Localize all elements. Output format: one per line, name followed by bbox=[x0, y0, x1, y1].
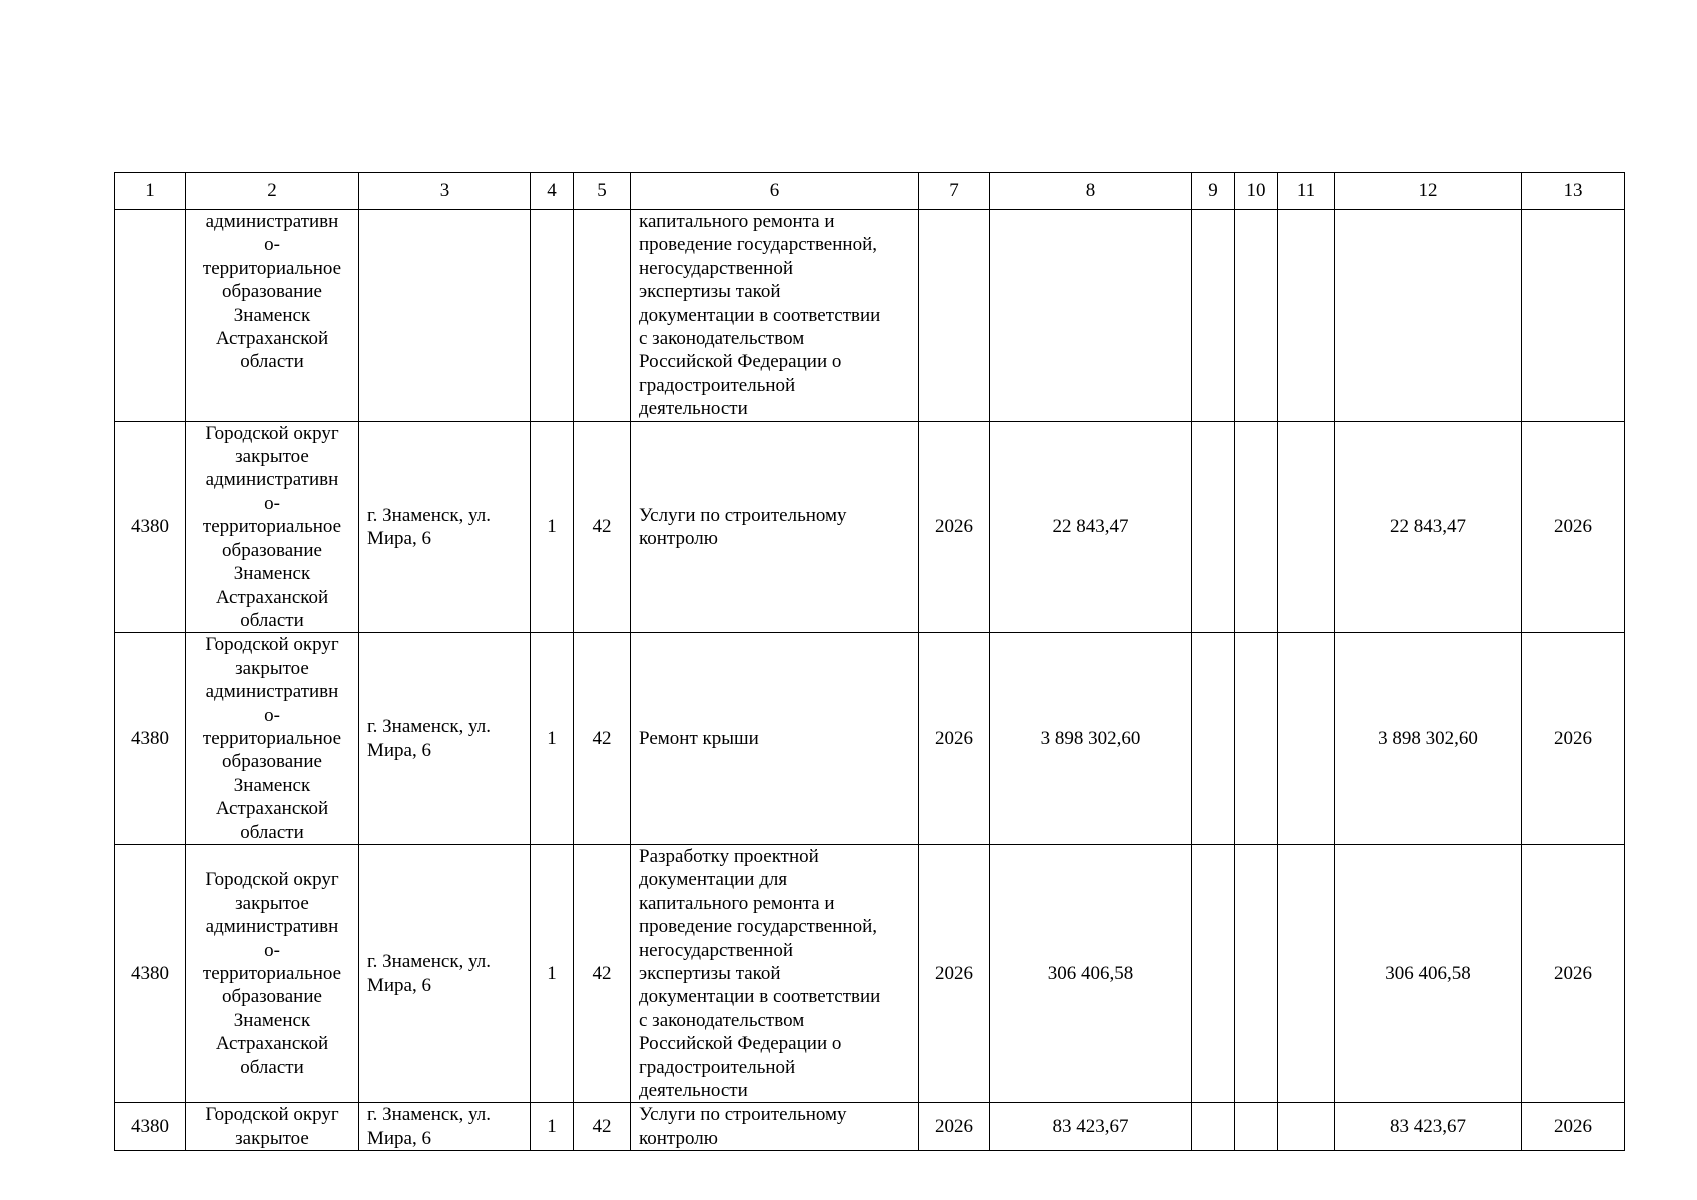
cell-col5: 42 bbox=[574, 633, 631, 845]
table-row bbox=[115, 1103, 1625, 1151]
header-cell-5: 5 bbox=[574, 173, 631, 210]
cell-col11 bbox=[1278, 633, 1335, 845]
cell-year: 2026 bbox=[919, 421, 990, 633]
header-cell-3: 3 bbox=[359, 173, 531, 210]
header-cell-11: 11 bbox=[1278, 173, 1335, 210]
cell-year-13: 2026 bbox=[1522, 633, 1625, 845]
cell-col9 bbox=[1192, 633, 1235, 845]
cell-col11 bbox=[1278, 844, 1335, 1102]
cell-municipality: Городской округ закрытое административн о- территориальное образование Знаменск Астраханской области bbox=[186, 633, 359, 845]
cell-year bbox=[919, 210, 990, 422]
cell-number: 4380 bbox=[115, 633, 186, 845]
table-row bbox=[115, 633, 1625, 845]
cell-municipality: Городской округ закрытое административн о- территориальное образование Знаменск Астраханской области bbox=[186, 421, 359, 633]
cell-work-type: Услуги по строительному контролю bbox=[631, 421, 919, 633]
header-cell-2: 2 bbox=[186, 173, 359, 210]
cell-col9 bbox=[1192, 210, 1235, 422]
cell-number: 4380 bbox=[115, 844, 186, 1102]
budget-table bbox=[114, 172, 1625, 1151]
cell-work-type: капитального ремонта и проведение государственной, негосударственной экспертизы такой документации в соответствии с законодательством Российской Федерации о градостроительной деятельности bbox=[631, 210, 919, 422]
cell-work-type: Услуги по строительному контролю bbox=[631, 1103, 919, 1151]
cell-col10 bbox=[1235, 844, 1278, 1102]
header-cell-7: 7 bbox=[919, 173, 990, 210]
cell-col9 bbox=[1192, 1103, 1235, 1151]
header-row bbox=[115, 173, 1625, 210]
cell-year-13 bbox=[1522, 210, 1625, 422]
cell-total-cost: 3 898 302,60 bbox=[990, 633, 1192, 845]
cell-col5 bbox=[574, 210, 631, 422]
cell-col4 bbox=[531, 210, 574, 422]
header-cell-10: 10 bbox=[1235, 173, 1278, 210]
cell-total-cost: 22 843,47 bbox=[990, 421, 1192, 633]
table-row bbox=[115, 844, 1625, 1102]
cell-cost-12: 83 423,67 bbox=[1335, 1103, 1522, 1151]
cell-col5: 42 bbox=[574, 844, 631, 1102]
cell-col5: 42 bbox=[574, 1103, 631, 1151]
cell-year: 2026 bbox=[919, 1103, 990, 1151]
header-cell-1: 1 bbox=[115, 173, 186, 210]
cell-address bbox=[359, 210, 531, 422]
cell-year-13: 2026 bbox=[1522, 1103, 1625, 1151]
cell-col4: 1 bbox=[531, 844, 574, 1102]
cell-cost-12: 3 898 302,60 bbox=[1335, 633, 1522, 845]
cell-municipality: административн о- территориальное образование Знаменск Астраханской области bbox=[186, 210, 359, 422]
cell-work-type: Ремонт крыши bbox=[631, 633, 919, 845]
header-cell-12: 12 bbox=[1335, 173, 1522, 210]
cell-year: 2026 bbox=[919, 633, 990, 845]
cell-col4: 1 bbox=[531, 421, 574, 633]
cell-address: г. Знаменск, ул. Мира, 6 bbox=[359, 633, 531, 845]
cell-address: г. Знаменск, ул. Мира, 6 bbox=[359, 1103, 531, 1151]
header-cell-8: 8 bbox=[990, 173, 1192, 210]
cell-cost-12: 22 843,47 bbox=[1335, 421, 1522, 633]
cell-total-cost bbox=[990, 210, 1192, 422]
table-row bbox=[115, 421, 1625, 633]
cell-col11 bbox=[1278, 1103, 1335, 1151]
cell-municipality: Городской округ закрытое административн о- территориальное образование Знаменск Астраханской области bbox=[186, 844, 359, 1102]
cell-col5: 42 bbox=[574, 421, 631, 633]
cell-col10 bbox=[1235, 633, 1278, 845]
cell-year: 2026 bbox=[919, 844, 990, 1102]
cell-col4: 1 bbox=[531, 1103, 574, 1151]
cell-total-cost: 83 423,67 bbox=[990, 1103, 1192, 1151]
cell-year-13: 2026 bbox=[1522, 844, 1625, 1102]
header-cell-13: 13 bbox=[1522, 173, 1625, 210]
cell-col10 bbox=[1235, 1103, 1278, 1151]
cell-col9 bbox=[1192, 421, 1235, 633]
cell-col11 bbox=[1278, 421, 1335, 633]
cell-col10 bbox=[1235, 421, 1278, 633]
cell-col9 bbox=[1192, 844, 1235, 1102]
cell-number: 4380 bbox=[115, 421, 186, 633]
cell-address: г. Знаменск, ул. Мира, 6 bbox=[359, 844, 531, 1102]
cell-work-type: Разработку проектной документации для капитального ремонта и проведение государственной, негосударственной экспертизы такой документации в соответствии с законодательством Российской Федерации о градостроительной деятельности bbox=[631, 844, 919, 1102]
cell-cost-12 bbox=[1335, 210, 1522, 422]
cell-number: 4380 bbox=[115, 1103, 186, 1151]
header-cell-9: 9 bbox=[1192, 173, 1235, 210]
cell-col10 bbox=[1235, 210, 1278, 422]
cell-col4: 1 bbox=[531, 633, 574, 845]
cell-col11 bbox=[1278, 210, 1335, 422]
cell-total-cost: 306 406,58 bbox=[990, 844, 1192, 1102]
cell-number bbox=[115, 210, 186, 422]
header-cell-6: 6 bbox=[631, 173, 919, 210]
table-row bbox=[115, 210, 1625, 422]
cell-cost-12: 306 406,58 bbox=[1335, 844, 1522, 1102]
cell-address: г. Знаменск, ул. Мира, 6 bbox=[359, 421, 531, 633]
cell-municipality: Городской округ закрытое bbox=[186, 1103, 359, 1151]
cell-year-13: 2026 bbox=[1522, 421, 1625, 633]
header-cell-4: 4 bbox=[531, 173, 574, 210]
